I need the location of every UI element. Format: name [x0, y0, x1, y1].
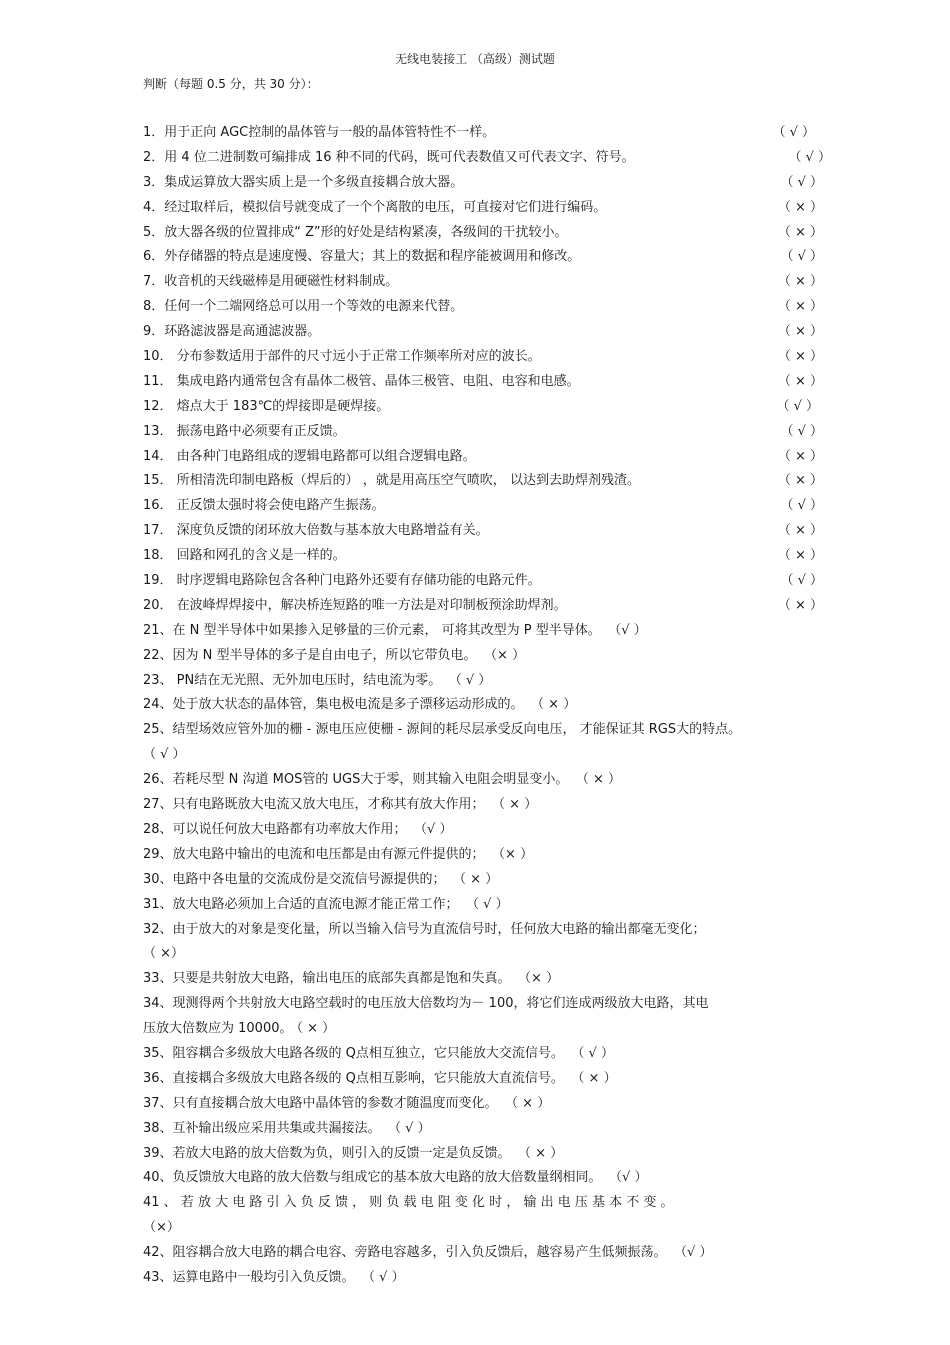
question-text: 23、 PN结在无光照、无外加电压时，结电流为零。 [143, 672, 442, 688]
question-item [143, 669, 863, 694]
answer-mark: （ √ ） [143, 747, 186, 763]
answer-mark: （ × ） [777, 274, 823, 290]
answer-mark: （× ） [524, 971, 560, 987]
question-item [143, 1042, 863, 1067]
question-text: 18． 回路和网孔的含义是一样的。 [143, 548, 346, 564]
question-item [143, 818, 863, 843]
question-text: 19． 时序逻辑电路除包含各种门电路外还要有存储功能的电路元件。 [143, 573, 541, 589]
question-text: 8．任何一个二端网络总可以用一个等效的电源来代替。 [143, 299, 464, 315]
question-text: 6．外存储器的特点是速度慢、容量大；其上的数据和程序能被调用和修改。 [143, 249, 581, 265]
question-text: 9．环路滤波器是高通滤波器。 [143, 324, 321, 340]
answer-mark: （×） [143, 1220, 180, 1236]
answer-mark: （ × ） [582, 772, 622, 788]
answer-mark: （ √ ） [788, 149, 831, 165]
answer-mark: （ √ ） [780, 174, 823, 190]
answer-mark: （ × ） [777, 548, 823, 564]
question-item [143, 843, 863, 868]
question-item [143, 1166, 863, 1191]
question-text: 22、因为 N 型半导体的多子是自由电子，所以它带负电。 [143, 647, 477, 663]
question-item [143, 245, 863, 270]
question-item [143, 893, 863, 918]
answer-mark: （ × ） [777, 373, 823, 389]
answer-mark: （√ ） [420, 821, 453, 837]
answer-mark: （ × ） [777, 448, 823, 464]
question-text: 12． 熔点大于 183℃的焊接即是硬焊接。 [143, 398, 390, 414]
question-item [143, 967, 863, 992]
question-text: 10． 分布参数适用于部件的尺寸远小于正常工作频率所对应的波长。 [143, 349, 541, 365]
question-item [143, 644, 863, 669]
question-text: 14． 由各种门电路组成的逻辑电路都可以组合逻辑电路。 [143, 448, 476, 464]
question-text: 1．用于正向 AGC控制的晶体管与一般的晶体管特性不一样。 [143, 125, 496, 140]
question-item [143, 395, 863, 420]
question-item [143, 494, 863, 519]
question-item [143, 171, 863, 196]
answer-mark: （ × ） [777, 324, 823, 340]
answer-mark: （ × ） [777, 299, 823, 315]
question-text: 20． 在波峰焊焊接中，解决桥连短路的唯一方法是对印制板预涂助焊剂。 [143, 597, 567, 613]
answer-mark: （ √ ） [472, 896, 509, 912]
question-item [143, 569, 863, 594]
question-text: 28、可以说任何放大电路都有功率放大作用； [143, 821, 407, 837]
page-title: 无线电装接工 （高级）测试题 [395, 52, 555, 66]
question-text: 29、放大电路中输出的电流和电压都是由有源元件提供的； [143, 846, 485, 862]
answer-mark: （ × ） [577, 1070, 617, 1086]
answer-mark: （√ ） [680, 1245, 713, 1261]
answer-mark: （ √ ） [577, 1046, 614, 1061]
question-item [143, 420, 863, 445]
question-item [143, 594, 863, 619]
answer-mark: （ × ） [524, 1145, 564, 1161]
question-text: 31、放大电路必须加上合适的直流电源才能正常工作； [143, 896, 459, 912]
question-text: 17． 深度负反馈的闭环放大倍数与基本放大电路增益有关。 [143, 523, 489, 539]
answer-mark: （ √ ） [780, 423, 823, 439]
question-text: 5．放大器各级的位置排成“ Z”形的好处是结构紧凑，各级间的干扰较小。 [143, 224, 568, 240]
question-item [143, 693, 863, 718]
question-item [143, 196, 863, 221]
question-text: 32、由于放大的对象是变化量，所以当输入信号为直流信号时，任何放大电路的输出都毫无变化； [143, 921, 706, 937]
answer-mark: （ × ） [777, 523, 823, 539]
question-text: 16． 正反馈太强时将会使电路产生振荡。 [143, 498, 385, 514]
answer-mark: （ × ） [459, 871, 499, 887]
question-text: 26、若耗尽型 N 沟道 MOS管的 UGS大于零，则其输入电阻会明显变小。 [143, 772, 569, 788]
question-text: 36、直接耦合多级放大电路各级的 Q点相互影响，它只能放大直流信号。 [143, 1070, 564, 1086]
answer-mark: （ √ ） [772, 125, 815, 140]
answer-mark: （ √ ） [455, 672, 492, 688]
question-item [143, 445, 863, 470]
question-item [143, 519, 863, 544]
question-item [143, 221, 863, 246]
question-item [143, 270, 863, 295]
question-text: 39、若放大电路的放大倍数为负，则引入的反馈一定是负反馈。 [143, 1145, 511, 1161]
answer-mark: （ × ） [777, 199, 823, 215]
question-text: 13． 振荡电路中必须要有正反馈。 [143, 423, 346, 439]
question-text: 4．经过取样后，模拟信号就变成了一个个离散的电压，可直接对它们进行编码。 [143, 199, 607, 215]
answer-mark: （× ） [490, 647, 526, 663]
question-text: 11． 集成电路内通常包含有晶体二极管、晶体三极管、电阻、电容和电感。 [143, 373, 580, 389]
answer-mark: （ × ） [498, 797, 538, 813]
question-item [143, 146, 863, 171]
answer-mark: （ × ） [777, 597, 823, 613]
question-item [143, 1092, 863, 1117]
question-item [143, 121, 863, 146]
question-text: 33、只要是共射放大电路，输出电压的底部失真都是饱和失真。 [143, 971, 511, 987]
question-item [143, 1142, 863, 1167]
question-item [143, 1266, 863, 1291]
question-list [143, 121, 863, 1291]
question-item [143, 469, 863, 494]
question-item [143, 768, 863, 793]
question-continuation [143, 1017, 335, 1042]
answer-mark: （ √ ） [780, 498, 823, 514]
question-text: 37、只有直接耦合放大电路中晶体管的参数才随温度而变化。 [143, 1095, 498, 1111]
answer-mark: （ √ ） [780, 249, 823, 265]
answer-mark: （√ ） [614, 622, 647, 638]
question-item [143, 793, 863, 818]
answer-mark: （√ ） [615, 1170, 648, 1186]
question-item [143, 992, 863, 1042]
question-item [143, 295, 863, 320]
question-text: 7．收音机的天线磁棒是用硬磁性材料制成。 [143, 274, 399, 290]
section-heading: 判断（每题 0.5 分，共 30 分）： [143, 77, 319, 91]
question-text: 35、阻容耦合多级放大电路各级的 Q点相互独立，它只能放大交流信号。 [143, 1046, 564, 1061]
answer-mark: （ √ ） [368, 1270, 405, 1286]
question-item [143, 918, 863, 968]
question-item [143, 345, 863, 370]
answer-mark: （ √ ） [776, 398, 819, 414]
answer-mark: （ × ） [511, 1095, 551, 1111]
question-item [143, 1067, 863, 1092]
question-item [143, 619, 863, 644]
question-text: 27、只有电路既放大电流又放大电压，才称其有放大作用； [143, 797, 485, 813]
question-text-continued: 压放大倍数应为 10000。 [143, 1021, 293, 1037]
answer-mark: （ √ ） [780, 573, 823, 589]
question-text: 42、阻容耦合放大电路的耦合电容、旁路电容越多，引入负反馈后，越容易产生低频振荡。 [143, 1245, 667, 1261]
question-text: 24、处于放大状态的晶体管，集电极电流是多子漂移运动形成的。 [143, 697, 524, 713]
question-text: 34、现测得两个共射放大电路空载时的电压放大倍数均为－ 100，将它们连成两级放大电路，其电 [143, 996, 709, 1012]
answer-mark: （ × ） [296, 1021, 336, 1037]
question-text: 21、在 N 型半导体中如果掺入足够量的三价元素， 可将其改型为 P 型半导体。 [143, 622, 601, 638]
answer-mark: （× ） [498, 846, 534, 862]
answer-mark: （ × ） [537, 697, 577, 713]
question-text: 25、结型场效应管外加的栅 - 源电压应使栅 - 源间的耗尽层承受反向电压， 才能保证其 RGS大的特点。 [143, 722, 742, 738]
question-text: 30、电路中各电量的交流成份是交流信号源提供的； [143, 871, 446, 887]
answer-mark: （ × ） [777, 473, 823, 489]
question-item [143, 544, 863, 569]
question-text: 3．集成运算放大器实质上是一个多级直接耦合放大器。 [143, 174, 464, 190]
answer-mark: （ × ） [777, 224, 823, 240]
question-item [143, 1191, 863, 1241]
answer-mark: （ × ） [777, 349, 823, 365]
question-text: 40、负反馈放大电路的放大倍数与组成它的基本放大电路的放大倍数量纲相同。 [143, 1170, 602, 1186]
question-text: 38、互补输出级应采用共集或共漏接法。 [143, 1120, 381, 1136]
answer-mark: （ √ ） [394, 1120, 431, 1136]
question-item [143, 320, 863, 345]
question-item [143, 868, 863, 893]
question-item [143, 370, 863, 395]
answer-mark: （ ×） [143, 946, 185, 962]
question-text: 15． 所相清洗印制电路板（焊后的） ，就是用高压空气喷吹， 以达到去助焊剂残渣。 [143, 473, 640, 489]
question-item [143, 718, 863, 768]
question-item [143, 1241, 863, 1266]
question-text: 43、运算电路中一般均引入负反馈。 [143, 1270, 355, 1286]
question-text: 41 、 若 放 大 电 路 引 入 负 反 馈 ， 则 负 载 电 阻 变 化 时 ， 输 出 电 压 基 本 不 变 。 [143, 1195, 674, 1211]
question-item [143, 1117, 863, 1142]
question-text: 2．用 4 位二进制数可编排成 16 种不同的代码，既可代表数值又可代表文字、符号。 [143, 149, 635, 165]
